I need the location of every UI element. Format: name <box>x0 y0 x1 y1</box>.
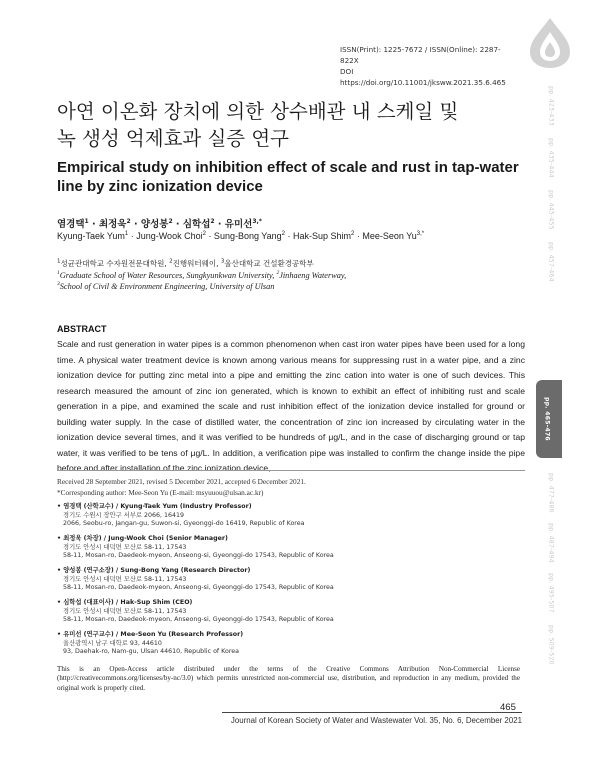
author-entry-address-ko: 경기도 수원시 장안구 서부로 2066, 16419 <box>63 511 185 519</box>
author-ko-name: · 심학섭 <box>172 219 211 230</box>
author-en-sup: 2 <box>202 231 206 237</box>
title-english-line-2: line by zinc ionization device <box>57 178 263 195</box>
author-entry <box>57 535 517 561</box>
aff-sup: 3 <box>220 258 225 265</box>
side-tab[interactable] <box>540 182 562 238</box>
side-tab[interactable] <box>540 466 562 520</box>
affiliation-korean <box>57 258 314 269</box>
side-tab-label: pp. 487-494 <box>547 523 555 563</box>
author-entry-name: • 최정욱 (차장) / Jung-Wook Choi (Senior Manager) <box>57 535 228 542</box>
aff-sup: 2 <box>169 258 173 265</box>
side-tab-label: pp. 435-444 <box>547 138 555 178</box>
author-entry <box>57 631 517 657</box>
side-tab-label: pp. 465-476 <box>543 397 551 441</box>
author-entry-address-en: 2066, Seobu-ro, Jangan-gu, Suwon-si, Gyeonggi-do 16419, Republic of Korea <box>63 520 305 528</box>
author-entry-address-en: 93, Daehak-ro, Nam-gu, Ulsan 44610, Republic of Korea <box>63 648 239 656</box>
author-ko-sup: 2 <box>210 217 215 225</box>
author-ko-sup: 1 <box>84 217 89 225</box>
author-en-name: · Jung-Wook Choi <box>128 231 203 241</box>
authors-korean <box>57 216 262 230</box>
author-entry-name: • 심학섭 (대표이사) / Hak-Sup Shim (CEO) <box>57 599 193 606</box>
affiliation-english-line-2 <box>57 281 274 291</box>
author-ko-name: · 최정욱 <box>88 219 127 230</box>
side-tab-label: pp. 457-464 <box>547 242 555 282</box>
author-entry <box>57 503 517 529</box>
aff-text: 울산대학교 건설환경공학부 <box>224 259 314 268</box>
author-ko-sup: 2 <box>168 217 173 225</box>
author-entry <box>57 567 517 593</box>
issn-line: ISSN(Print): 1225-7672 / ISSN(Online): 2287-822X <box>340 45 501 65</box>
abstract-body: Scale and rust generation in water pipes is a common phenomenon when cast iron water pipes have been used for a long time. A physical water treatment device is known among various means for suppressing rust in a water pipe, and a zinc ionization device for putting zinc metal into a pipe and emitting the zinc cation into water is one of such devices. This research measured the amount of zinc ion generated, which is known to exhibit an effect of inhibiting rust and scale generation in a pipe, and examined the scale and rust inhibition effect of the ionization device installed for ground or building water supply. In the case of distilled water, the concentration of zinc ion increased by circulating water in the ionization device several times, and it was verified to be hundreds of μg/L, and in the case of discharging ground or tap water, it was verified to be tens of μg/L. In addition, a verification pipe was installed to confirm the change inside the pipe before and after installation of the zinc ionization device, <box>57 339 525 473</box>
side-tab-active[interactable] <box>536 380 562 458</box>
author-entry-address-ko: 울산광역시 남구 대학로 93, 44610 <box>63 639 162 647</box>
author-entry-name: • 염경택 (산학교수) / Kyung-Taek Yum (Industry Professor) <box>57 503 252 510</box>
issn-block <box>340 44 510 88</box>
aff-text: 성균관대학교 수자원전문대학원, <box>60 259 170 268</box>
author-entry-address-ko: 경기도 안성시 대덕면 모산로 58-11, 17543 <box>63 575 187 583</box>
author-en-name: · Mee-Seon Yu <box>354 231 417 241</box>
author-en-name: · Sung-Bong Yang <box>205 231 282 241</box>
author-entry-name: • 유미선 (연구교수) / Mee-Seon Yu (Research Professor) <box>57 631 244 638</box>
aff-text: School of Civil & Environment Engineering, University of Ulsan <box>59 281 275 291</box>
side-tab-label: pp. 509-520 <box>547 625 555 665</box>
author-en-sup: 1 <box>124 231 129 237</box>
side-tab[interactable] <box>540 234 562 290</box>
author-ko-sup: 3,* <box>252 217 262 225</box>
side-tab-label: pp. 495-507 <box>547 573 555 613</box>
author-entry-address-ko: 경기도 안성시 대덕면 모산로 58-11, 17543 <box>63 543 187 551</box>
author-entry-address-en: 58-11, Mosan-ro, Daedeok-myeon, Anseong-si, Gyeonggi-do 17543, Republic of Korea <box>63 552 334 560</box>
aff-text: 진행워터웨이, <box>172 259 221 268</box>
footer-divider <box>222 712 522 713</box>
author-entry-address-en: 58-11, Mosan-ro, Daedeok-myeon, Anseong-si, Gyeonggi-do 17543, Republic of Korea <box>63 584 334 592</box>
author-ko-sup: 2 <box>126 217 131 225</box>
received-dates: Received 28 September 2021, revised 5 December 2021, accepted 6 December 2021. <box>57 477 306 486</box>
side-index-tabs <box>540 78 562 678</box>
aff-sup: 1 <box>57 270 60 276</box>
affiliation-english-line-1 <box>57 270 346 280</box>
title-korean <box>57 98 517 152</box>
side-tab-label: pp. 477-486 <box>547 473 555 513</box>
side-tab[interactable] <box>540 516 562 570</box>
author-ko-name: · 유미선 <box>214 219 253 230</box>
title-english-line-1: Empirical study on inhibition effect of scale and rust in tap-water <box>57 159 519 176</box>
page-number: 465 <box>500 702 516 713</box>
aff-text: Graduate School of Water Resources, Sungkyunkwan University, <box>59 270 277 280</box>
side-tab[interactable] <box>540 618 562 672</box>
footer-journal-info: Journal of Korean Society of Water and Wastewater Vol. 35, No. 6, December 2021 <box>230 716 522 725</box>
side-tab-label: pp. 445-455 <box>547 190 555 230</box>
author-ko-name: · 양성봉 <box>130 219 169 230</box>
title-korean-line-2: 녹 생성 억제효과 실증 연구 <box>57 127 290 150</box>
side-tab[interactable] <box>540 130 562 186</box>
author-entry-address-ko: 경기도 안성시 대덕면 모산로 58-11, 17543 <box>63 607 187 615</box>
aff-sup: 1 <box>57 258 61 265</box>
side-tab[interactable] <box>540 78 562 134</box>
footnote-divider <box>57 470 525 471</box>
aff-sup: 3 <box>57 281 60 287</box>
side-tab[interactable] <box>540 566 562 620</box>
aff-text: Jinhaeng Waterway, <box>279 270 347 280</box>
author-en-sup: 2 <box>351 231 355 237</box>
author-entry-address-en: 58-11, Mosan-ro, Daedeok-myeon, Anseong-si, Gyeonggi-do 17543, Republic of Korea <box>63 616 334 624</box>
journal-logo-icon <box>522 14 578 70</box>
author-en-name: Kyung-Taek Yum <box>57 231 125 241</box>
license-notice: This is an Open-Access article distributed under the terms of the Creative Commons Attribution Non-Commercial License (http://creativecommons.org/licenses/by-nc/3.0) which permits unrestricted non-commercial use, distribution, and reproduction in any medium, provided the original work is properly cited. <box>57 665 520 692</box>
side-tab-label: pp. 423-433 <box>547 86 555 126</box>
abstract-heading: ABSTRACT <box>57 324 107 334</box>
author-entry-name: • 양성봉 (연구소장) / Sung-Bong Yang (Research Director) <box>57 567 251 574</box>
corresponding-author: *Corresponding author: Mee-Seon Yu (E-mail: msyuuou@ulsan.ac.kr) <box>57 488 264 497</box>
author-en-name: · Hak-Sup Shim <box>285 231 352 241</box>
author-en-sup: 3,* <box>416 231 425 237</box>
title-korean-line-1: 아연 이온화 장치에 의한 상수배관 내 스케일 및 <box>57 100 459 123</box>
aff-sup: 2 <box>276 270 280 276</box>
author-en-sup: 2 <box>281 231 286 237</box>
authors-english <box>57 231 424 241</box>
author-ko-name: 염경택 <box>57 219 85 230</box>
doi-line: DOI https://doi.org/10.11001/jksww.2021.35.6.465 <box>340 67 506 87</box>
author-entry <box>57 599 517 625</box>
title-english <box>57 158 527 196</box>
